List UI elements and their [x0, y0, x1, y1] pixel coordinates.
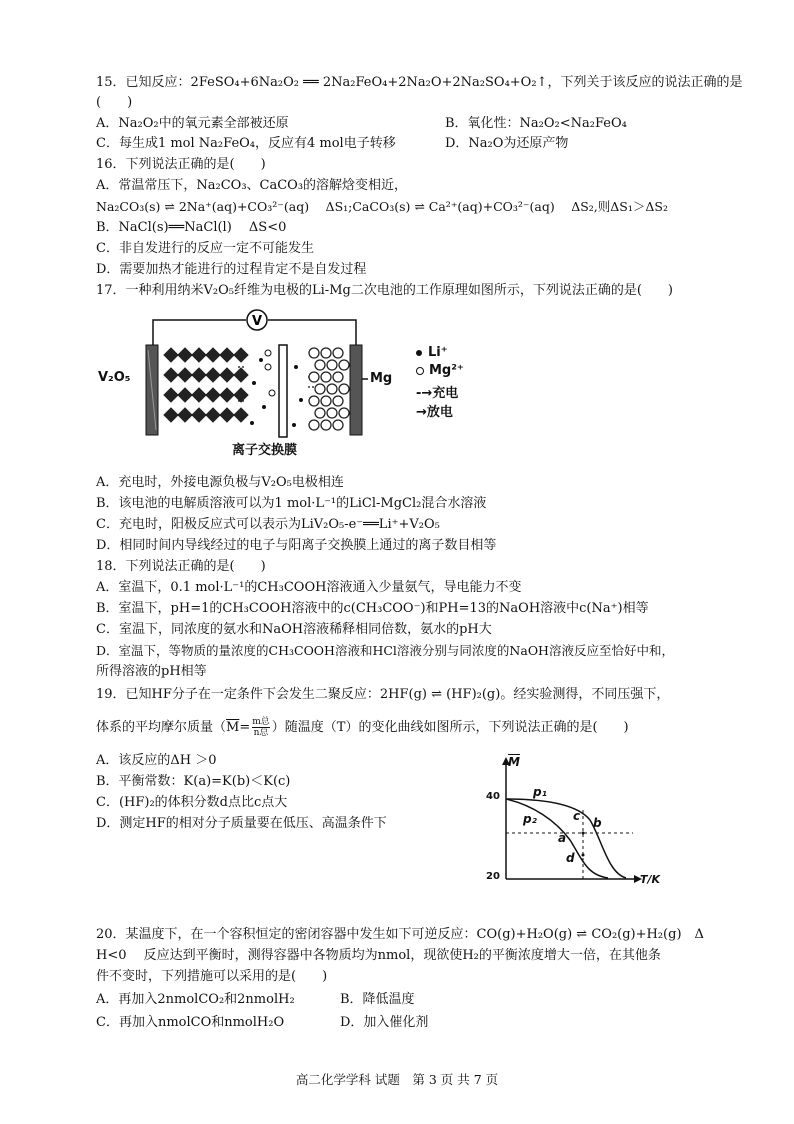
legend-charge-label: 充电 — [432, 386, 459, 401]
q17-option-c: C．充电时，阳极反应式可以表示为LiV₂O₅-e⁻══Li⁺+V₂O₅ — [96, 517, 440, 532]
q19-option-c: C．(HF)₂的体积分数d点比c点大 — [96, 795, 288, 810]
mg-circle-icon — [416, 367, 424, 375]
graph-y-label: $\overline{M}$ — [508, 755, 520, 769]
q19-stem: 19．已知HF分子在一定条件下会发生二聚反应：2HF(g) ⇌ (HF)₂(g)。经实验测得，不同压强下， — [96, 687, 670, 702]
mbar-denominator: n总 — [253, 728, 269, 738]
q17-stem: 17．一种利用纳米V₂O₅纤维为电极的Li-Mg二次电池的工作原理如图所示，下列说法正确的是( ) — [96, 283, 673, 298]
v2o5-label: V₂O₅ — [98, 370, 131, 385]
q19-option-d: D．测定HF的相对分子质量要在低压、高温条件下 — [96, 816, 387, 831]
q20-stem-line3: 件不变时，下列措施可以采用的是( ) — [96, 969, 328, 984]
curve-p1-label: p₁ — [533, 785, 547, 799]
point-a-label: a — [558, 831, 567, 845]
curve-p2-label: p₂ — [523, 812, 537, 826]
point-b-label: b — [593, 816, 602, 830]
q17-option-b: B．该电池的电解质溶液可以为1 mol·L⁻¹的LiCl-MgCl₂混合水溶液 — [96, 496, 487, 511]
q19-stem-line2 — [96, 717, 629, 738]
q15-option-b: B．氧化性：Na₂O₂<Na₂FeO₄ — [445, 116, 627, 131]
q20-stem-line2: H<0 反应达到平衡时，测得容器中各物质均为nmol，现欲使H₂的平衡浓度增大一倍，在其他条 — [96, 948, 661, 963]
legend-li — [416, 345, 448, 360]
q15-option-a: A．Na₂O₂中的氧元素全部被还原 — [96, 116, 289, 131]
q18-option-b: B．室温下，pH=1的CH₃COOH溶液中的c(CH₃COO⁻)和PH=13的NaOH溶液中c(Na⁺)相等 — [96, 601, 649, 616]
q16-option-d: D．需要加热才能进行的过程肯定不是自发过程 — [96, 262, 367, 277]
mbar-eq: = — [239, 720, 251, 735]
graph-y-40: 40 — [486, 791, 500, 802]
li-dot-icon — [416, 350, 422, 356]
q18-stem: 18．下列说法正确的是( ) — [96, 559, 266, 574]
mbar-fraction — [252, 717, 270, 738]
voltmeter-label: V — [251, 314, 263, 329]
q20-option-b: B．降低温度 — [340, 992, 415, 1007]
q18-option-d-cont: 所得溶液的pH相等 — [96, 664, 207, 679]
legend-li-label: Li⁺ — [428, 345, 448, 360]
q16-option-b: B．NaCl(s)══NaCl(l) ΔS<0 — [96, 220, 287, 235]
q15-option-d: D．Na₂O为还原产物 — [445, 136, 569, 151]
q19-option-a: A．该反应的ΔH ＞0 — [96, 753, 217, 768]
q20-option-d: D．加入催化剂 — [340, 1015, 429, 1030]
q16-stem: 16．下列说法正确的是( ) — [96, 157, 266, 172]
q17-option-d: D．相同时间内导线经过的电子与阳离子交换膜上通过的离子数目相等 — [96, 538, 497, 553]
legend-charge — [416, 382, 458, 401]
q16-option-a-equation: Na₂CO₃(s) ⇌ 2Na⁺(aq)+CO₃²⁻(aq) ΔS₁;CaCO₃(s) ⇌ Ca²⁺(aq)+CO₃²⁻(aq) ΔS₂,则ΔS₁＞ΔS₂ — [96, 199, 668, 214]
q18-option-a: A．室温下，0.1 mol·L⁻¹的CH₃COOH溶液通入少量氨气，导电能力不变 — [96, 580, 522, 595]
mg-electrode — [350, 345, 362, 435]
point-c-label: c — [573, 809, 581, 823]
solid-arrow-icon: → — [416, 405, 427, 420]
battery-figure — [96, 305, 506, 465]
q19-option-b: B．平衡常数：K(a)=K(b)＜K(c) — [96, 774, 291, 789]
q16-option-a: A．常温常压下，Na₂CO₃、CaCO₃的溶解焓变相近， — [96, 178, 408, 193]
q15-option-c: C．每生成1 mol Na₂FeO₄，反应有4 mol电子转移 — [96, 136, 396, 151]
q20-stem: 20．某温度下，在一个容积恒定的密闭容器中发生如下可逆反应：CO(g)+H₂O(g) ⇌ CO₂(g)+H₂(g) Δ — [96, 927, 704, 942]
q15-answer-paren: ( ) — [96, 95, 133, 110]
legend-mg — [416, 363, 464, 378]
q15-stem: 15．已知反应：2FeSO₄+6Na₂O₂ ══ 2Na₂FeO₄+2Na₂O+2Na₂SO₄+O₂↑，下列关于该反应的说法正确的是 — [96, 75, 743, 90]
q17-option-a: A．充电时，外接电源负极与V₂O₅电极相连 — [96, 475, 344, 490]
q16-option-c: C．非自发进行的反应一定不可能发生 — [96, 241, 314, 256]
mg-label: Mg — [370, 371, 393, 386]
dashed-arrow-icon: -→ — [416, 386, 433, 401]
membrane-label: 离子交换膜 — [232, 443, 298, 458]
q19-stem-line2-a: 体系的平均摩尔质量（ — [96, 720, 227, 735]
q20-option-a: A．再加入2nmolCO₂和2nmolH₂ — [96, 992, 295, 1007]
molar-mass-graph — [478, 755, 678, 890]
mbar-numerator: m总 — [252, 717, 270, 727]
legend-mg-label: Mg²⁺ — [429, 363, 464, 378]
q18-option-d: D．室温下，等物质的量浓度的CH₃COOH溶液和HCl溶液分别与同浓度的NaOH溶液反应至恰好中和， — [96, 643, 674, 658]
graph-x-label: T/K — [640, 873, 661, 886]
point-d-label: d — [566, 851, 575, 865]
graph-y-20: 20 — [486, 871, 500, 882]
q18-option-c: C．室温下，同浓度的氨水和NaOH溶液稀释相同倍数，氨水的pH大 — [96, 622, 492, 637]
q20-option-c: C．再加入nmolCO和nmolH₂O — [96, 1015, 285, 1030]
q19-stem-line2-b: ）随温度（T）的变化曲线如图所示，下列说法正确的是( ) — [271, 720, 629, 735]
page-footer: 高二化学学科 试题 第 3 页 共 7 页 — [295, 1072, 499, 1087]
curve-p2 — [506, 799, 608, 878]
mbar-symbol: $\overline{M}$ — [226, 720, 240, 735]
legend-discharge — [416, 401, 453, 420]
legend-discharge-label: 放电 — [426, 405, 453, 420]
ion-exchange-membrane — [279, 345, 287, 437]
